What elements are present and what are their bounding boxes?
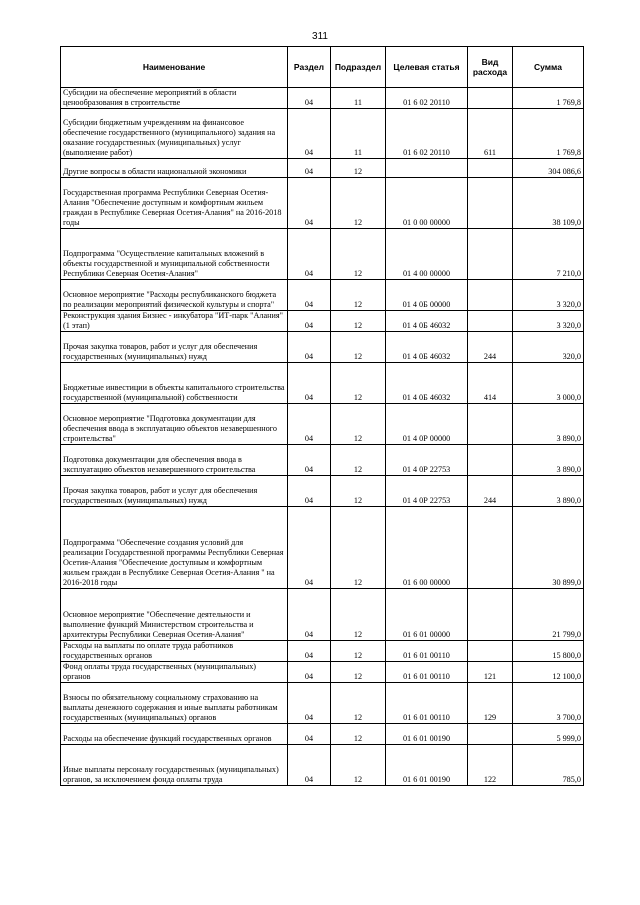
cell-sum: 3 700,0 — [513, 683, 584, 724]
cell-target: 01 6 00 00000 — [386, 507, 468, 589]
cell-name: Подпрограмма "Обеспечение создания условий для реализации Государственной программы Республики Северная Осетия-Алания "Обеспечение доступным и комфортным жильем граждан в Республике Северная Осетия-Алания " на 2016-2018 годы — [61, 507, 288, 589]
page-number: 311 — [312, 31, 328, 42]
cell-section: 04 — [288, 159, 331, 178]
cell-name: Другие вопросы в области национальной экономики — [61, 159, 288, 178]
cell-type — [468, 724, 513, 745]
table-row — [61, 109, 584, 159]
cell-sum: 1 769,8 — [513, 88, 584, 109]
cell-target: 01 6 01 00190 — [386, 724, 468, 745]
budget-table — [60, 46, 584, 786]
cell-sum: 38 109,0 — [513, 178, 584, 229]
cell-subsection: 12 — [331, 445, 386, 476]
cell-target: 01 4 00 00000 — [386, 229, 468, 280]
cell-section: 04 — [288, 88, 331, 109]
cell-sum: 30 899,0 — [513, 507, 584, 589]
cell-section: 04 — [288, 332, 331, 363]
cell-sum: 3 320,0 — [513, 280, 584, 311]
cell-subsection: 12 — [331, 404, 386, 445]
table-row — [61, 589, 584, 641]
cell-subsection: 12 — [331, 745, 386, 786]
cell-type: 611 — [468, 109, 513, 159]
cell-section: 04 — [288, 683, 331, 724]
cell-section: 04 — [288, 404, 331, 445]
cell-sum: 785,0 — [513, 745, 584, 786]
table-row — [61, 507, 584, 589]
cell-target: 01 6 01 00190 — [386, 745, 468, 786]
cell-name: Подготовка документации для обеспечения ввода в эксплуатацию объектов незавершенного строительства — [61, 445, 288, 476]
header-target: Целевая статья — [386, 47, 468, 88]
cell-sum: 5 999,0 — [513, 724, 584, 745]
cell-name: Основное мероприятие "Обеспечение деятельности и выполнение функций Министерством строительства и архитектуры Республики Северная Осетия-Алания" — [61, 589, 288, 641]
table-row — [61, 641, 584, 662]
cell-target: 01 4 0Р 00000 — [386, 404, 468, 445]
cell-target: 01 0 00 00000 — [386, 178, 468, 229]
cell-subsection: 12 — [331, 332, 386, 363]
cell-type: 414 — [468, 363, 513, 404]
cell-target — [386, 159, 468, 178]
cell-target: 01 6 02 20110 — [386, 88, 468, 109]
cell-sum: 1 769,8 — [513, 109, 584, 159]
cell-subsection: 12 — [331, 229, 386, 280]
cell-type — [468, 311, 513, 332]
cell-type: 244 — [468, 332, 513, 363]
cell-sum: 304 086,6 — [513, 159, 584, 178]
cell-target: 01 4 0Б 46032 — [386, 311, 468, 332]
cell-target: 01 4 0Б 00000 — [386, 280, 468, 311]
cell-sum: 7 210,0 — [513, 229, 584, 280]
header-section: Раздел — [288, 47, 331, 88]
cell-subsection: 11 — [331, 109, 386, 159]
cell-name: Взносы по обязательному социальному страхованию на выплаты денежного содержания и иные выплаты работникам государственных (муниципальных) органов — [61, 683, 288, 724]
table-row — [61, 229, 584, 280]
cell-section: 04 — [288, 476, 331, 507]
cell-section: 04 — [288, 311, 331, 332]
cell-target: 01 6 02 20110 — [386, 109, 468, 159]
table-row — [61, 404, 584, 445]
cell-sum: 3 320,0 — [513, 311, 584, 332]
cell-subsection: 12 — [331, 724, 386, 745]
cell-name: Прочая закупка товаров, работ и услуг для обеспечения государственных (муниципальных) нужд — [61, 476, 288, 507]
cell-section: 04 — [288, 589, 331, 641]
cell-name: Прочая закупка товаров, работ и услуг для обеспечения государственных (муниципальных) нужд — [61, 332, 288, 363]
cell-target: 01 4 0Р 22753 — [386, 445, 468, 476]
cell-type — [468, 229, 513, 280]
cell-type — [468, 507, 513, 589]
table-row — [61, 724, 584, 745]
table-row — [61, 280, 584, 311]
table-row — [61, 159, 584, 178]
table-header-row — [61, 47, 584, 88]
cell-sum: 320,0 — [513, 332, 584, 363]
cell-section: 04 — [288, 641, 331, 662]
cell-section: 04 — [288, 745, 331, 786]
cell-type — [468, 178, 513, 229]
cell-target: 01 6 01 00000 — [386, 589, 468, 641]
cell-target: 01 6 01 00110 — [386, 683, 468, 724]
table-row — [61, 476, 584, 507]
cell-type — [468, 641, 513, 662]
header-name: Наименование — [61, 47, 288, 88]
cell-subsection: 12 — [331, 178, 386, 229]
cell-section: 04 — [288, 280, 331, 311]
table-row — [61, 363, 584, 404]
table-row — [61, 332, 584, 363]
cell-sum: 3 890,0 — [513, 404, 584, 445]
cell-type — [468, 589, 513, 641]
cell-name: Субсидии на обеспечение мероприятий в области ценообразования в строительстве — [61, 88, 288, 109]
cell-type — [468, 280, 513, 311]
cell-section: 04 — [288, 178, 331, 229]
cell-name: Основное мероприятие "Расходы республиканского бюджета по реализации мероприятий физической культуры и спорта" — [61, 280, 288, 311]
cell-section: 04 — [288, 662, 331, 683]
cell-target: 01 4 0Р 22753 — [386, 476, 468, 507]
table-row — [61, 88, 584, 109]
cell-name: Государственная программа Республики Северная Осетия-Алания "Обеспечение доступным и комфортным жильем граждан в Республике Северная Осетия-Алания" на 2016-2018 годы — [61, 178, 288, 229]
cell-type — [468, 404, 513, 445]
cell-type: 244 — [468, 476, 513, 507]
cell-target: 01 6 01 00110 — [386, 662, 468, 683]
cell-subsection: 11 — [331, 88, 386, 109]
cell-sum: 3 890,0 — [513, 445, 584, 476]
cell-section: 04 — [288, 363, 331, 404]
cell-type: 122 — [468, 745, 513, 786]
cell-name: Иные выплаты персоналу государственных (муниципальных) органов, за исключением фонда оплаты труда — [61, 745, 288, 786]
cell-subsection: 12 — [331, 641, 386, 662]
table-row — [61, 178, 584, 229]
cell-section: 04 — [288, 724, 331, 745]
cell-name: Бюджетные инвестиции в объекты капитального строительства государственной (муниципальной) собственности — [61, 363, 288, 404]
cell-sum: 3 890,0 — [513, 476, 584, 507]
cell-name: Субсидии бюджетным учреждениям на финансовое обеспечение государственного (муниципального) задания на оказание государственных (муниципальных) услуг (выполнение работ) — [61, 109, 288, 159]
cell-subsection: 12 — [331, 280, 386, 311]
cell-sum: 15 800,0 — [513, 641, 584, 662]
cell-sum: 21 799,0 — [513, 589, 584, 641]
cell-subsection: 12 — [331, 589, 386, 641]
table-row — [61, 662, 584, 683]
cell-name: Реконструкция здания Бизнес - инкубатора "ИТ-парк "Алания" (1 этап) — [61, 311, 288, 332]
cell-name: Расходы на обеспечение функций государственных органов — [61, 724, 288, 745]
cell-type: 121 — [468, 662, 513, 683]
cell-subsection: 12 — [331, 476, 386, 507]
cell-target: 01 6 01 00110 — [386, 641, 468, 662]
cell-sum: 3 000,0 — [513, 363, 584, 404]
table-row — [61, 311, 584, 332]
cell-sum: 12 100,0 — [513, 662, 584, 683]
cell-name: Фонд оплаты труда государственных (муниципальных) органов — [61, 662, 288, 683]
cell-subsection: 12 — [331, 683, 386, 724]
cell-section: 04 — [288, 229, 331, 280]
cell-subsection: 12 — [331, 159, 386, 178]
cell-name: Основное мероприятие "Подготовка документации для обеспечения ввода в эксплуатацию объектов незавершенного строительства" — [61, 404, 288, 445]
cell-subsection: 12 — [331, 662, 386, 683]
cell-target: 01 4 0Б 46032 — [386, 363, 468, 404]
cell-type — [468, 445, 513, 476]
cell-section: 04 — [288, 507, 331, 589]
header-type: Вид расхода — [468, 47, 513, 88]
table-row — [61, 745, 584, 786]
cell-section: 04 — [288, 445, 331, 476]
table-row — [61, 445, 584, 476]
cell-type — [468, 159, 513, 178]
table-row — [61, 683, 584, 724]
header-subsection: Подраздел — [331, 47, 386, 88]
cell-subsection: 12 — [331, 363, 386, 404]
cell-type: 129 — [468, 683, 513, 724]
cell-section: 04 — [288, 109, 331, 159]
cell-name: Расходы на выплаты по оплате труда работников государственных органов — [61, 641, 288, 662]
cell-subsection: 12 — [331, 311, 386, 332]
cell-type — [468, 88, 513, 109]
cell-target: 01 4 0Б 46032 — [386, 332, 468, 363]
cell-name: Подпрограмма "Осуществление капитальных вложений в объекты государственной и муниципальной собственности Республики Северная Осетия-Алания" — [61, 229, 288, 280]
cell-subsection: 12 — [331, 507, 386, 589]
header-sum: Сумма — [513, 47, 584, 88]
